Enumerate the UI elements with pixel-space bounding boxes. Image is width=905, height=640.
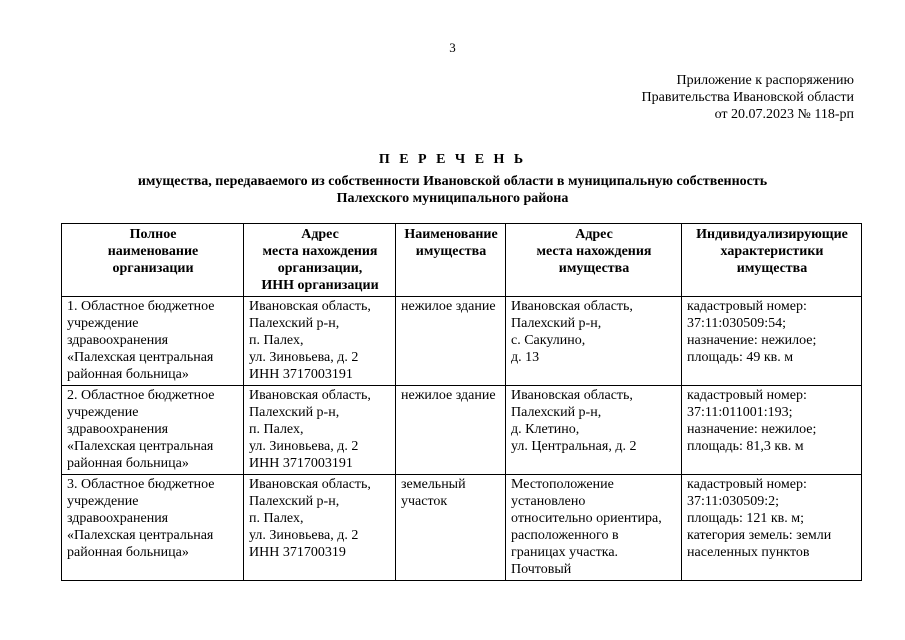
cell-property-characteristics: кадастровый номер: 37:11:030509:54; назначение: нежилое; площадь: 49 кв. м — [682, 297, 862, 386]
header-property-address: Адрес места нахождения имущества — [506, 224, 682, 297]
page-number: 3 — [449, 40, 456, 55]
cell-property-address: Местоположение установлено относительно ориентира, расположенного в границах участка. Почтовый — [506, 475, 682, 581]
cell-organization-address: Ивановская область, Палехский р-н, п. Палех, ул. Зиновьева, д. 2 ИНН 3717003191 — [244, 386, 396, 475]
table-row — [62, 297, 862, 386]
table-header-row — [62, 224, 862, 297]
header-property-characteristics: Индивидуализирующие характеристики имущества — [682, 224, 862, 297]
cell-organization-name: 1. Областное бюджетное учреждение здравоохранения «Палехская центральная районная больница» — [62, 297, 244, 386]
cell-organization-address: Ивановская область, Палехский р-н, п. Палех, ул. Зиновьева, д. 2 ИНН 371700319 — [244, 475, 396, 581]
cell-property-name: земельный участок — [396, 475, 506, 581]
cell-property-name: нежилое здание — [396, 297, 506, 386]
property-table — [61, 223, 862, 581]
cell-property-characteristics: кадастровый номер: 37:11:011001:193; назначение: нежилое; площадь: 81,3 кв. м — [682, 386, 862, 475]
table-row — [62, 386, 862, 475]
document-title: П Е Р Е Ч Е Н Ь — [378, 152, 527, 167]
appendix-line: Приложение к распоряжению — [676, 73, 854, 88]
appendix-reference — [642, 72, 854, 123]
appendix-line: от 20.07.2023 № 118-рп — [714, 107, 854, 122]
subtitle-line: Палехского муниципального района — [336, 191, 569, 206]
cell-organization-name: 3. Областное бюджетное учреждение здравоохранения «Палехская центральная районная больница» — [62, 475, 244, 581]
appendix-line: Правительства Ивановской области — [641, 90, 854, 105]
document-subtitle — [0, 173, 905, 207]
header-organization-address: Адрес места нахождения организации, ИНН организации — [244, 224, 396, 297]
header-property-name: Наименование имущества — [396, 224, 506, 297]
cell-organization-address: Ивановская область, Палехский р-н, п. Палех, ул. Зиновьева, д. 2 ИНН 3717003191 — [244, 297, 396, 386]
header-organization-name: Полное наименование организации — [62, 224, 244, 297]
cell-property-address: Ивановская область, Палехский р-н, с. Сакулино, д. 13 — [506, 297, 682, 386]
table-row — [62, 475, 862, 581]
cell-organization-name: 2. Областное бюджетное учреждение здравоохранения «Палехская центральная районная больница» — [62, 386, 244, 475]
subtitle-line: имущества, передаваемого из собственности Ивановской области в муниципальную собственность — [137, 174, 768, 189]
cell-property-address: Ивановская область, Палехский р-н, д. Клетино, ул. Центральная, д. 2 — [506, 386, 682, 475]
cell-property-characteristics: кадастровый номер: 37:11:030509:2; площадь: 121 кв. м; категория земель: земли населенных пунктов — [682, 475, 862, 581]
cell-property-name: нежилое здание — [396, 386, 506, 475]
